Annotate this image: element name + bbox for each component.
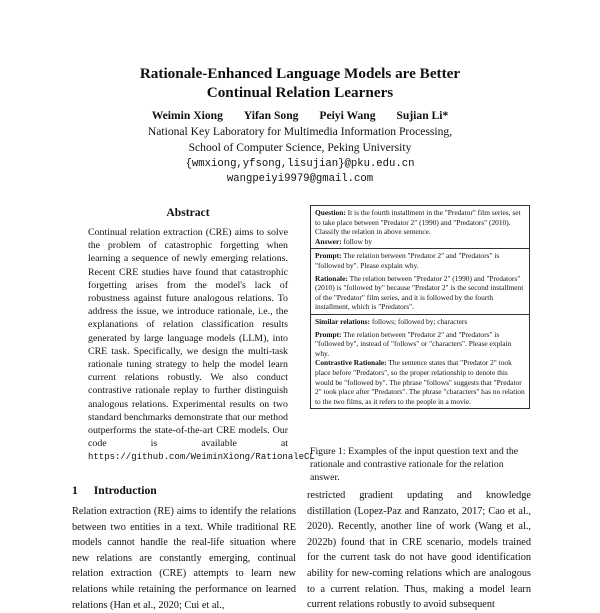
abstract-heading: Abstract [166, 206, 210, 219]
question-text: It is the fourth installment in the "Predator" film series, set to take place between "Predator 2" (1990) and "Predators" (2010). Classify the relation in above sentence. [315, 208, 521, 237]
contrastive-rationale-text: The sentence states that "Predator 2" took place before "Predators", so the proper relationship to denote this would be "followed by". The phrase "follows" suggests that "Predator 2" took place after "Predators". The phrase "characters" has no relation to the two films, as it refers to the people in a movie. [315, 358, 525, 406]
author-email-2[interactable]: wangpeiyi9979@gmail.com [226, 173, 374, 185]
author-email-1[interactable]: {wmxiong,yfsong,lisujian}@pku.edu.cn [185, 158, 415, 170]
similar-relations-text: follows; followed by; characters [371, 316, 468, 326]
figure-1-caption: Figure 1: Examples of the input question text and the rationale and contrastive rationale for the relation answer. [310, 446, 519, 483]
rationale-text: The relation between "Predator 2" (1990) and "Predators" (2010) is "followed by" because "Predator 2" is the second installment of the "Predator" film series, and it is followed by the fourth installment, which is "Predators". [315, 273, 524, 312]
figure-1-box [310, 205, 530, 409]
intro-left-column: Relation extraction (RE) aims to identify the relations between two entities in a text. While traditional RE models cannot handle the real-life situation where new relations are constantly emerging, continual relation extraction (CRE) attempts to learn new relations while retaining the performance on learned relations (Han et al., 2020; Cui et al., [72, 506, 296, 611]
answer-text: follow by [343, 236, 373, 246]
similar-relations-label: Similar relations: [315, 316, 370, 326]
contrastive-prompt-label: Prompt: [315, 329, 342, 339]
author-3: Peiyi Wang [319, 109, 376, 122]
abstract-text: Continual relation extraction (CRE) aims to solve the problem of catastrophic forgetting when learning a sequence of newly emerging relations. Recent CRE studies have found that catastrophic forgetting arises from the model's lack of robustness against future analogous relations. To address the issue, we introduce rationale, i.e., the explanations of relation classification results generated by large language models (LLM), into CRE task. Specifically, we design the multi-task rationale tuning strategy to help the model learn current relations robustly. We also conduct contrastive rationale replay to further distinguish analogous relations. Experimental results on two standard benchmarks demonstrate that our method outperforms the state-of-the-art CRE models. Our code is available at [88, 227, 288, 450]
author-list [0, 109, 600, 122]
affiliation-line-1: National Key Laboratory for Multimedia Information Processing, [147, 125, 453, 138]
intro-right-column: restricted gradient updating and knowledge distillation (Lopez-Paz and Ranzato, 2017; Cao et al., 2020). Recently, another line of work (Wang et al., 2022b) found that in CRE scenario, models trained for the current task do not have good identification ability for new-coming relations which are analogous to a current relation. Thus, making a model learn current relations robustly to avoid subsequent [307, 490, 531, 611]
answer-label: Answer: [315, 236, 342, 246]
figure-block-question [311, 206, 529, 248]
title-line-1: Rationale-Enhanced Language Models are Better [139, 65, 461, 82]
contrastive-prompt-text: The relation between "Predator 2" and "Predators" is "followed by", instead of "follows" or "characters". Please explain why. [315, 329, 512, 358]
section-number: 1 [72, 484, 78, 497]
author-1: Weimin Xiong [151, 109, 223, 122]
contrastive-rationale-label: Contrastive Rationale: [315, 358, 387, 368]
figure-block-rationale [311, 248, 529, 314]
paper-title [0, 64, 600, 102]
author-2: Yifan Song [243, 109, 299, 122]
code-url-link[interactable]: https://github.com/WeiminXiong/RationaleCL [88, 452, 315, 463]
prompt-text: The relation between "Predator 2" and "Predators" is "followed by". Please explain why. [315, 251, 500, 270]
affiliation-line-2: School of Computer Science, Peking University [188, 141, 412, 154]
figure-block-contrastive [311, 314, 529, 408]
section-heading-introduction [72, 484, 157, 497]
abstract-body [88, 226, 315, 465]
question-label: Question: [315, 208, 346, 217]
title-line-2: Continual Relation Learners [206, 84, 394, 101]
section-title: Introduction [93, 484, 157, 497]
prompt-label: Prompt: [315, 251, 342, 261]
rationale-label: Rationale: [315, 273, 348, 283]
author-4: Sujian Li* [396, 109, 449, 122]
